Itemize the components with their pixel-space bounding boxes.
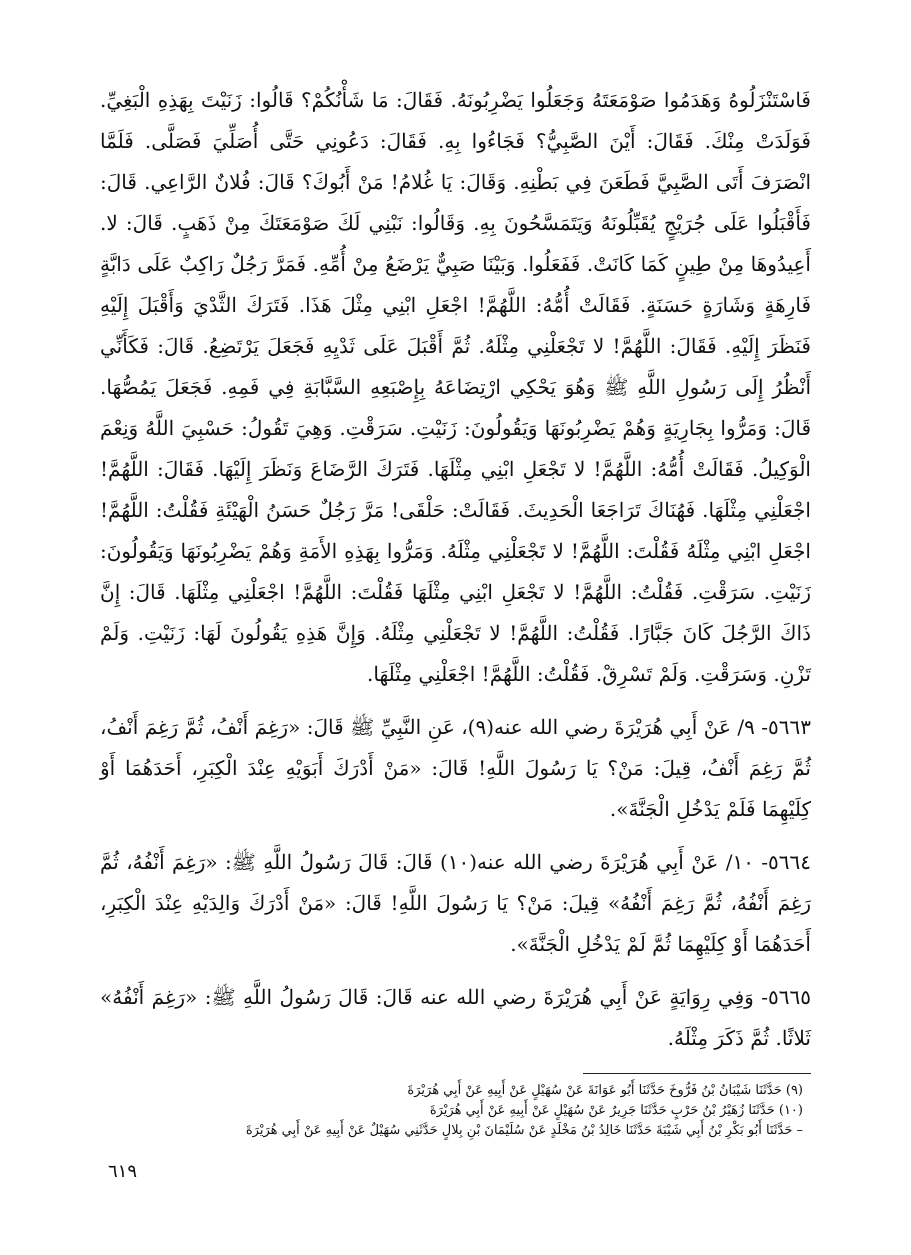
footnote-divider [583,1073,811,1074]
footnote-10-alt-chain: – حَدَّثَنَا أَبُو بَكْرِ بْنُ أَبِي شَيْبَةَ حَدَّثَنَا خَالِدُ بْنُ مَخْلَدٍ عَنْ سُلَيْمَانَ بْنِ بِلالٍ حَدَّثَنِي سُهَيْلٌ عَنْ أَبِيهِ عَنْ أَبِي هُرَيْرَةَ [245,1123,803,1138]
main-text [100,80,811,1071]
footnote-9: (٩) حَدَّثَنَا شَيْبَانُ بْنُ فَرُّوخَ حَدَّثَنَا أَبُو عَوَانَةَ عَنْ سُهَيْلٍ عَنْ أَبِيهِ عَنْ أَبِي هُرَيْرَةَ [407,1083,803,1098]
paragraph-narrative: فَاسْتَنْزَلُوهُ وَهَدَمُوا صَوْمَعَتَهُ وَجَعَلُوا يَضْرِبُونَهُ. فَقَالَ: مَا شَأْنُكُمْ؟ قَالُوا: زَنَيْتَ بِهَذِهِ الْبَغِيِّ. فَوَلَدَتْ مِنْكَ. فَقَالَ: أَيْنَ الصَّبِيُّ؟ فَجَاءُوا بِهِ. فَقَالَ: دَعُونِي حَتَّى أُصَلِّيَ فَصَلَّى. فَلَمَّا انْصَرَفَ أَتَى الصَّبِيَّ فَطَعَنَ فِي بَطْنِهِ. وَقَالَ: يَا غُلامُ! مَنْ أَبُوكَ؟ قَالَ: فُلانٌ الرَّاعِي. قَالَ: فَأَقْبَلُوا عَلَى جُرَيْجٍ يُقَبِّلُونَهُ وَيَتَمَسَّحُونَ بِهِ. وَقَالُوا: نَبْنِي لَكَ صَوْمَعَتَكَ مِنْ ذَهَبٍ. قَالَ: لا. أَعِيدُوهَا مِنْ طِينٍ كَمَا كَانَتْ. فَفَعَلُوا. وَبَيْنَا صَبِيٌّ يَرْضَعُ مِنْ أُمِّهِ. فَمَرَّ رَجُلٌ رَاكِبٌ عَلَى دَابَّةٍ فَارِهَةٍ وَشَارَةٍ حَسَنَةٍ. فَقَالَتْ أُمُّهُ: اللَّهُمَّ! اجْعَلِ ابْنِي مِثْلَ هَذَا. فَتَرَكَ الثَّدْيَ وَأَقْبَلَ إِلَيْهِ فَنَظَرَ إِلَيْهِ. فَقَالَ: اللَّهُمَّ! لا تَجْعَلْنِي مِثْلَهُ. ثُمَّ أَقْبَلَ عَلَى ثَدْيِهِ فَجَعَلَ يَرْتَضِعُ. قَالَ: فَكَأَنِّي أَنْظُرُ إِلَى رَسُولِ اللَّهِ ﷺ وَهُوَ يَحْكِي ارْتِضَاعَهُ بِإِصْبَعِهِ السَّبَّابَةِ فِي فَمِهِ. فَجَعَلَ يَمُصُّهَا. قَالَ: وَمَرُّوا بِجَارِيَةٍ وَهُمْ يَضْرِبُونَهَا وَيَقُولُونَ: زَنَيْتِ. سَرَقْتِ. وَهِيَ تَقُولُ: حَسْبِيَ اللَّهُ وَنِعْمَ الْوَكِيلُ. فَقَالَتْ أُمُّهُ: اللَّهُمَّ! لا تَجْعَلِ ابْنِي مِثْلَهَا. فَتَرَكَ الرَّضَاعَ وَنَظَرَ إِلَيْهَا. فَقَالَ: اللَّهُمَّ! اجْعَلْنِي مِثْلَهَا. فَهُنَاكَ تَرَاجَعَا الْحَدِيثَ. فَقَالَتْ: حَلْقَى! مَرَّ رَجُلٌ حَسَنُ الْهَيْئَةِ فَقُلْتُ: اللَّهُمَّ! اجْعَلِ ابْنِي مِثْلَهُ فَقُلْتَ: اللَّهُمَّ! لا تَجْعَلْنِي مِثْلَهُ. وَمَرُّوا بِهَذِهِ الأَمَةِ وَهُمْ يَضْرِبُونَهَا وَيَقُولُونَ: زَنَيْتِ. سَرَقْتِ. فَقُلْتُ: اللَّهُمَّ! لا تَجْعَلِ ابْنِي مِثْلَهَا فَقُلْتَ: اللَّهُمَّ! اجْعَلْنِي مِثْلَهَا. قَالَ: إِنَّ ذَاكَ الرَّجُلَ كَانَ جَبَّارًا. فَقُلْتُ: اللَّهُمَّ! لا تَجْعَلْنِي مِثْلَهُ. وَإِنَّ هَذِهِ يَقُولُونَ لَهَا: زَنَيْتِ. وَلَمْ تَزْنِ. وَسَرَقْتِ. وَلَمْ تَسْرِقْ. فَقُلْتُ: اللَّهُمَّ! اجْعَلْنِي مِثْلَهَا. [100,88,811,686]
footnotes [100,1081,811,1141]
paragraph-hadith-5665: ٥٦٦٥- وَفِي رِوَايَةٍ عَنْ أَبِي هُرَيْرَةَ رضي الله عنه قَالَ: قَالَ رَسُولُ اللَّهِ ﷺ: «رَغِمَ أَنْفُهُ» ثَلاثًا. ثُمَّ ذَكَرَ مِثْلَهُ. [100,985,811,1050]
footnote-10: (١٠) حَدَّثَنَا زُهَيْرُ بْنُ حَرْبٍ حَدَّثَنَا جَرِيرٌ عَنْ سُهَيْلٍ عَنْ أَبِيهِ عَنْ أَبِي هُرَيْرَةَ [429,1103,803,1118]
page-number: ٦١٩ [108,1161,138,1182]
paragraph-hadith-5663: ٥٦٦٣- ٩/ عَنْ أَبِي هُرَيْرَةَ رضي الله عنه(٩)، عَنِ النَّبِيِّ ﷺ قَالَ: «رَغِمَ أَنْفُ، ثُمَّ رَغِمَ أَنْفُ، ثُمَّ رَغِمَ أَنْفُ، قِيلَ: مَنْ؟ يَا رَسُولَ اللَّهِ! قَالَ: «مَنْ أَدْرَكَ أَبَوَيْهِ عِنْدَ الْكِبَرِ، أَحَدَهُمَا أَوْ كِلَيْهِمَا فَلَمْ يَدْخُلِ الْجَنَّةَ». [100,715,812,821]
paragraph-hadith-5664: ٥٦٦٤- ١٠/ عَنْ أَبِي هُرَيْرَةَ رضي الله عنه(١٠) قَالَ: قَالَ رَسُولُ اللَّهِ ﷺ: «رَغِمَ أَنْفُهُ، ثُمَّ رَغِمَ أَنْفُهُ، ثُمَّ رَغِمَ أَنْفُهُ» قِيلَ: مَنْ؟ يَا رَسُولَ اللَّهِ! قَالَ: «مَنْ أَدْرَكَ وَالِدَيْهِ عِنْدَ الْكِبَرِ، أَحَدَهُمَا أَوْ كِلَيْهِمَا ثُمَّ لَمْ يَدْخُلِ الْجَنَّةَ». [100,850,812,956]
